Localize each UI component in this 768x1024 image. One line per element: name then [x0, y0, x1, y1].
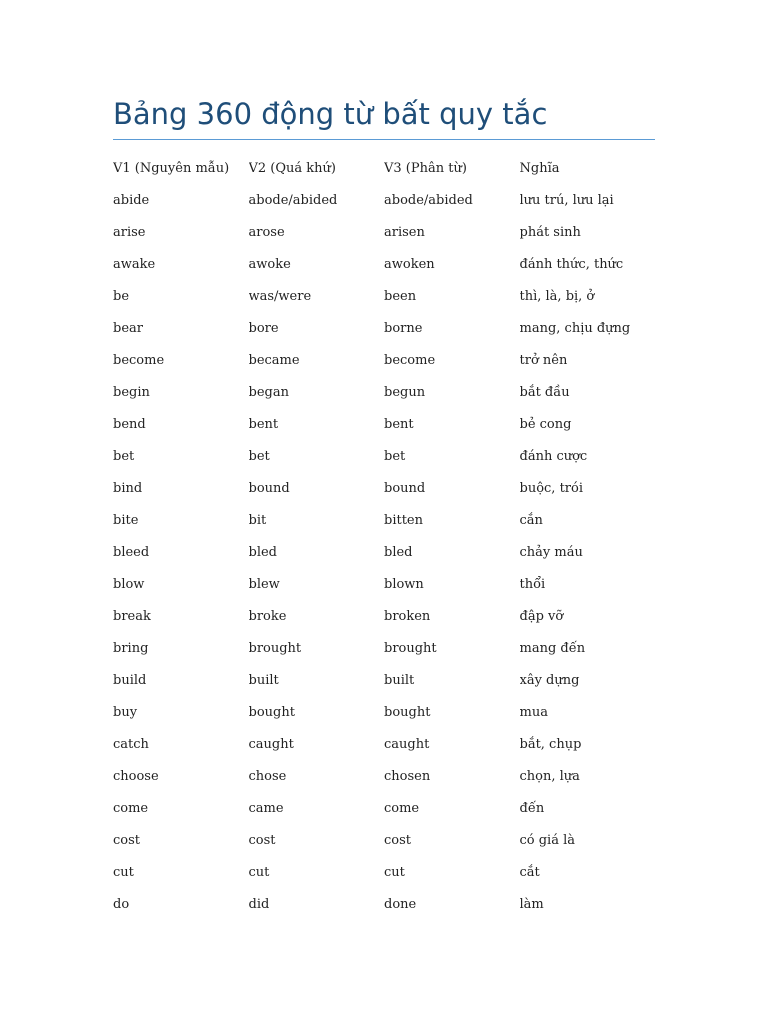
cell-v3: bled: [384, 544, 413, 560]
table-row: [113, 376, 673, 408]
cell-meaning: mang đến: [519, 640, 586, 656]
table-row: [113, 280, 673, 312]
cell-v3: come: [384, 800, 420, 816]
cell-v3: begun: [384, 384, 426, 400]
cell-v3: cut: [384, 864, 405, 880]
cell-meaning: bắt, chụp: [519, 736, 582, 752]
cell-v3: abode/abided: [384, 192, 473, 208]
cell-v1: build: [113, 672, 147, 688]
cell-v2: cost: [248, 832, 276, 848]
cell-meaning: mang, chịu đựng: [519, 320, 631, 336]
table-row: [113, 664, 673, 696]
cell-v2: bore: [248, 320, 279, 336]
table-row: [113, 504, 673, 536]
cell-v1: begin: [113, 384, 150, 400]
cell-meaning: thì, là, bị, ở: [519, 288, 595, 304]
header-v1: V1 (Nguyên mẫu): [113, 160, 230, 176]
table-body: [113, 184, 673, 920]
table-row: [113, 568, 673, 600]
cell-v2: caught: [248, 736, 294, 752]
cell-v1: abide: [113, 192, 150, 208]
cell-meaning: bẻ cong: [519, 416, 572, 432]
irregular-verbs-table: [113, 152, 673, 920]
cell-v3: become: [384, 352, 436, 368]
cell-v2: began: [248, 384, 289, 400]
cell-v2: did: [248, 896, 270, 912]
cell-v2: bit: [248, 512, 267, 528]
cell-v3: brought: [384, 640, 437, 656]
table-row: [113, 408, 673, 440]
cell-v2: brought: [248, 640, 302, 656]
cell-meaning: đập vỡ: [519, 608, 564, 624]
cell-meaning: trở nên: [519, 352, 568, 368]
cell-v3: arisen: [384, 224, 425, 240]
cell-meaning: chảy máu: [519, 544, 583, 560]
cell-v2: cut: [248, 864, 270, 880]
cell-v1: bring: [113, 640, 149, 656]
cell-v2: came: [248, 800, 284, 816]
cell-v1: catch: [113, 736, 149, 752]
cell-meaning: lưu trú, lưu lại: [519, 192, 614, 208]
table-row: [113, 440, 673, 472]
table-row: [113, 600, 673, 632]
cell-meaning: đánh thức, thức: [519, 256, 624, 272]
cell-meaning: đến: [519, 800, 545, 816]
cell-v3: been: [384, 288, 417, 304]
cell-meaning: cắn: [519, 512, 543, 528]
cell-v2: bound: [248, 480, 290, 496]
cell-v1: bear: [113, 320, 143, 336]
table-row: [113, 696, 673, 728]
cell-meaning: buộc, trói: [519, 480, 583, 496]
cell-v3: bound: [384, 480, 426, 496]
table-row: [113, 472, 673, 504]
cell-v2: abode/abided: [248, 192, 338, 208]
cell-v3: blown: [384, 576, 424, 592]
cell-meaning: cắt: [519, 864, 540, 880]
cell-v1: bleed: [113, 544, 150, 560]
cell-v3: bent: [384, 416, 414, 432]
table-row: [113, 632, 673, 664]
cell-v2: arose: [248, 224, 285, 240]
cell-meaning: chọn, lựa: [519, 768, 580, 784]
cell-v1: be: [113, 288, 130, 304]
cell-v2: was/were: [248, 288, 312, 304]
table-header: [113, 152, 673, 184]
cell-v3: caught: [384, 736, 430, 752]
cell-meaning: thổi: [519, 576, 546, 592]
header-v2: V2 (Quá khứ): [248, 160, 336, 176]
cell-v2: bled: [248, 544, 277, 560]
cell-v2: bent: [248, 416, 279, 432]
cell-meaning: có giá là: [519, 832, 576, 848]
cell-v1: cost: [113, 832, 141, 848]
cell-v1: bind: [113, 480, 143, 496]
cell-meaning: phát sinh: [519, 224, 581, 240]
header-meaning: Nghĩa: [519, 160, 560, 176]
table-row: [113, 728, 673, 760]
cell-v2: blew: [248, 576, 280, 592]
cell-v2: awoke: [248, 256, 291, 272]
table-row: [113, 856, 673, 888]
cell-v1: bet: [113, 448, 135, 464]
cell-meaning: xây dựng: [519, 672, 580, 688]
title-underline: [113, 139, 655, 140]
cell-v3: bought: [384, 704, 431, 720]
table-row: [113, 312, 673, 344]
document-title: Bảng 360 động từ bất quy tắc: [113, 97, 548, 131]
cell-v1: blow: [113, 576, 145, 592]
cell-v1: bend: [113, 416, 146, 432]
cell-meaning: mua: [519, 704, 548, 720]
table-row: [113, 184, 673, 216]
table-header-row: [113, 152, 673, 184]
table-row: [113, 248, 673, 280]
cell-v1: bite: [113, 512, 139, 528]
cell-v3: awoken: [384, 256, 435, 272]
header-v3: V3 (Phân từ): [384, 160, 467, 176]
cell-v3: done: [384, 896, 417, 912]
table-row: [113, 792, 673, 824]
table-row: [113, 216, 673, 248]
cell-v2: became: [248, 352, 300, 368]
cell-v3: built: [384, 672, 415, 688]
cell-v2: bet: [248, 448, 270, 464]
cell-v3: bitten: [384, 512, 423, 528]
cell-v3: cost: [384, 832, 412, 848]
cell-v2: built: [248, 672, 279, 688]
cell-v3: broken: [384, 608, 431, 624]
table-row: [113, 888, 673, 920]
table-row: [113, 824, 673, 856]
cell-v1: awake: [113, 256, 156, 272]
cell-v1: choose: [113, 768, 159, 784]
cell-v1: arise: [113, 224, 146, 240]
cell-v2: bought: [248, 704, 295, 720]
cell-v1: break: [113, 608, 151, 624]
cell-v1: become: [113, 352, 165, 368]
cell-v1: cut: [113, 864, 134, 880]
cell-meaning: làm: [519, 896, 544, 912]
table-row: [113, 760, 673, 792]
cell-v1: come: [113, 800, 149, 816]
cell-meaning: bắt đầu: [519, 384, 570, 400]
cell-meaning: đánh cược: [519, 448, 588, 464]
cell-v1: buy: [113, 704, 138, 720]
cell-v1: do: [113, 896, 130, 912]
cell-v3: bet: [384, 448, 406, 464]
table-row: [113, 344, 673, 376]
table-row: [113, 536, 673, 568]
cell-v3: chosen: [384, 768, 431, 784]
cell-v2: broke: [248, 608, 287, 624]
cell-v2: chose: [248, 768, 287, 784]
cell-v3: borne: [384, 320, 423, 336]
